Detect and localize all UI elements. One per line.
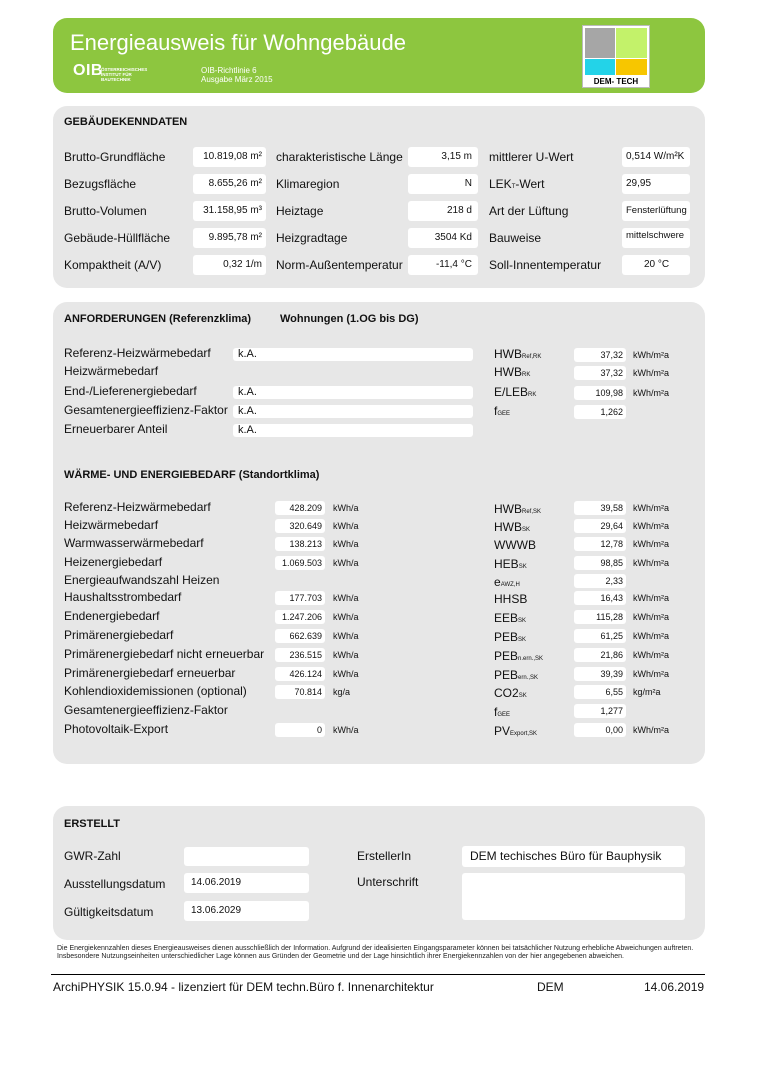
requirement-value-field: k.A. <box>233 348 473 361</box>
energy-demand-label: Haushaltsstrombedarf <box>64 590 182 604</box>
requirement-value-field: k.A. <box>233 424 473 437</box>
building-param-label: Heiztage <box>276 204 324 218</box>
energy-demand-code-sub: SK <box>522 527 531 533</box>
requirement-code <box>494 404 510 418</box>
energy-demand-abs-value: 138.213 <box>275 537 325 551</box>
issued-title: ERSTELLT <box>64 818 121 830</box>
energy-demand-kpi-unit: kWh/m²a <box>633 650 669 660</box>
energy-demand-abs-unit: kWh/a <box>333 503 359 513</box>
building-param-label: Norm-Außentemperatur <box>276 258 403 272</box>
energy-demand-code <box>494 649 543 663</box>
energy-demand-kpi-value: 115,28 <box>574 610 626 624</box>
energy-demand-code-sub: AWZ,H <box>500 582 520 588</box>
energy-demand-label: Primärenergiebedarf nicht erneuerbar <box>64 647 265 661</box>
energy-demand-code <box>494 724 537 738</box>
energy-demand-abs-value: 662.639 <box>275 629 325 643</box>
requirement-code <box>494 347 541 361</box>
energy-demand-code-main: WWWB <box>494 538 536 552</box>
requirement-label: End-/Lieferenergiebedarf <box>64 384 197 398</box>
building-param-label-sub: T <box>511 184 516 190</box>
building-param-label-suffix: -Wert <box>515 177 545 191</box>
valid-date-field: 13.06.2029 <box>184 901 309 921</box>
energy-demand-code <box>494 538 536 552</box>
energy-demand-label: Warmwasserwärmebedarf <box>64 536 204 550</box>
building-param-label-text: Soll-Innentemperatur <box>489 258 602 272</box>
oib-logo: OIB <box>73 62 103 79</box>
energy-demand-kpi-value: 12,78 <box>574 537 626 551</box>
requirement-code-main: E/LEB <box>494 385 529 399</box>
energy-demand-abs-unit: kWh/a <box>333 650 359 660</box>
energy-demand-abs-value: 1.247.206 <box>275 610 325 624</box>
requirement-code-sub: GEE <box>497 411 511 417</box>
footer-short-name: DEM <box>537 980 564 994</box>
requirement-value-field: k.A. <box>233 386 473 399</box>
requirement-code <box>494 385 536 399</box>
energy-demand-abs-unit: kg/a <box>333 687 351 697</box>
building-param-label-text: Bauweise <box>489 231 542 245</box>
guideline-label: OIB-Richtlinie 6 <box>201 66 257 75</box>
energy-demand-label: Kohlendioxidemissionen (optional) <box>64 684 247 698</box>
energy-demand-kpi-unit: kWh/m²a <box>633 521 669 531</box>
energy-demand-label: Energieaufwandszahl Heizen <box>64 573 220 587</box>
energy-demand-kpi-value: 6,55 <box>574 685 626 699</box>
requirement-code-sub: RK <box>522 372 531 378</box>
energy-demand-code-sub: n.ern.,SK <box>518 656 544 662</box>
energy-demand-code-sub: SK <box>518 564 527 570</box>
energy-demand-code-sub: GEE <box>497 712 511 718</box>
energy-demand-code <box>494 557 527 571</box>
energy-demand-kpi-value: 29,64 <box>574 519 626 533</box>
issue-date-field: 14.06.2019 <box>184 873 309 893</box>
energy-demand-label: Referenz-Heizwärmebedarf <box>64 500 211 514</box>
energy-demand-abs-unit: kWh/a <box>333 612 359 622</box>
requirement-code-main: HWB <box>494 365 522 379</box>
disclaimer-text: Die Energiekennzahlen dieses Energieausweises dienen ausschließlich der Information. Aufgrund der idealisierten Eingangsparameter können bei tatsächlicher Nutzung erhebliche Abweichungen auftreten. Insbesondere Nutzungseinheiten unterschiedlicher Lage können aus Gründen der Geometrie und der Lage hinsichtlich ihrer Energiekennzahlen von der hier angegebenen abweichen. <box>57 945 694 960</box>
energy-demand-abs-value: 0 <box>275 723 325 737</box>
requirements-panel <box>53 302 705 764</box>
building-param-value: 10.819,08 m² <box>193 147 266 167</box>
edition-label: Ausgabe März 2015 <box>201 75 273 84</box>
energy-demand-code <box>494 575 520 589</box>
energy-demand-code <box>494 611 526 625</box>
building-param-value: 29,95 <box>622 174 690 194</box>
dem-tech-logo <box>582 25 650 88</box>
creator-field: DEM techisches Büro für Bauphysik <box>462 846 685 867</box>
requirement-code-sub: Ref,RK <box>522 354 542 360</box>
building-param-label-text: mittlerer U-Wert <box>489 150 574 164</box>
building-param-label <box>489 150 573 164</box>
energy-demand-abs-unit: kWh/a <box>333 669 359 679</box>
energy-demand-code-main: PV <box>494 724 511 738</box>
energy-demand-kpi-unit: kg/m²a <box>633 687 661 697</box>
energy-demand-kpi-value: 39,58 <box>574 501 626 515</box>
requirement-kpi-unit: kWh/m²a <box>633 368 669 378</box>
energy-demand-kpi-value: 0,00 <box>574 723 626 737</box>
energy-demand-kpi-unit: kWh/m²a <box>633 669 669 679</box>
energy-demand-code-sub: Ref,SK <box>522 509 542 515</box>
building-param-label <box>489 177 544 191</box>
energy-demand-abs-unit: kWh/a <box>333 631 359 641</box>
valid-date-label: Gültigkeitsdatum <box>64 905 154 919</box>
issue-date-label: Ausstellungsdatum <box>64 877 166 891</box>
building-param-value: Fensterlüftung <box>622 201 690 221</box>
requirement-kpi-value: 37,32 <box>574 366 626 380</box>
building-param-value: 31.158,95 m³ <box>193 201 266 221</box>
document-title: Energieausweis für Wohngebäude <box>70 30 406 55</box>
requirement-kpi-value: 37,32 <box>574 348 626 362</box>
energy-demand-code-main: EEB <box>494 611 519 625</box>
energy-demand-code-main: HHSB <box>494 592 528 606</box>
requirement-kpi-unit: kWh/m²a <box>633 388 669 398</box>
logo-square-grey <box>585 28 615 58</box>
energy-demand-code-sub: SK <box>518 618 527 624</box>
building-param-value: 218 d <box>408 201 478 221</box>
building-param-value: 0,514 W/m²K <box>622 147 690 167</box>
energy-demand-kpi-value: 2,33 <box>574 574 626 588</box>
building-data-panel <box>53 106 705 288</box>
building-data-title: GEBÄUDEKENNDATEN <box>64 116 188 128</box>
building-param-value: 3504 Kd <box>408 228 478 248</box>
header-banner <box>53 18 705 93</box>
oib-logo-subtext: ÖSTERREICHISCHES INSTITUT FÜR BAUTECHNIK <box>101 67 148 82</box>
energy-demand-kpi-unit: kWh/m²a <box>633 612 669 622</box>
requirement-label: Gesamtenergieeffizienz-Faktor <box>64 403 228 417</box>
building-param-value: N <box>408 174 478 194</box>
creator-label: ErstellerIn <box>357 849 412 863</box>
dem-logo-text: DEM- TECH <box>593 77 639 86</box>
building-param-value: 3,15 m <box>408 147 478 167</box>
energy-demand-kpi-value: 98,85 <box>574 556 626 570</box>
energy-demand-code-main: PEB <box>494 668 519 682</box>
building-param-value: 0,32 1/m <box>193 255 266 275</box>
energy-demand-abs-unit: kWh/a <box>333 558 359 568</box>
energy-demand-kpi-value: 1,277 <box>574 704 626 718</box>
building-param-value: 8.655,26 m² <box>193 174 266 194</box>
energy-demand-kpi-value: 21,86 <box>574 648 626 662</box>
energy-demand-label: Primärenergiebedarf erneuerbar <box>64 666 236 680</box>
energy-demand-abs-value: 236.515 <box>275 648 325 662</box>
building-param-label: Brutto-Volumen <box>64 204 147 218</box>
building-param-label <box>489 204 568 218</box>
energy-demand-label: Endenergiebedarf <box>64 609 160 623</box>
energy-demand-label: Heizwärmebedarf <box>64 518 159 532</box>
energy-demand-kpi-unit: kWh/m²a <box>633 503 669 513</box>
energy-demand-kpi-value: 39,39 <box>574 667 626 681</box>
logo-square-cyan <box>585 59 615 75</box>
requirement-kpi-unit: kWh/m²a <box>633 350 669 360</box>
building-param-label: Gebäude-Hüllfläche <box>64 231 171 245</box>
energy-demand-abs-value: 426.124 <box>275 667 325 681</box>
energy-demand-code <box>494 630 526 644</box>
requirement-code <box>494 365 530 379</box>
building-param-label: Klimaregion <box>276 177 340 191</box>
energy-demand-code-main: HWB <box>494 502 522 516</box>
requirement-code-main: f <box>494 404 498 418</box>
building-param-label: charakteristische Länge <box>276 150 403 164</box>
building-param-label <box>489 231 541 245</box>
signature-label: Unterschrift <box>357 875 419 889</box>
energy-demand-abs-value: 320.649 <box>275 519 325 533</box>
energy-demand-title: WÄRME- UND ENERGIEBEDARF (Standortklima) <box>64 469 320 481</box>
energy-demand-code-sub: Export,SK <box>510 731 538 737</box>
energy-demand-abs-unit: kWh/a <box>333 725 359 735</box>
energy-demand-kpi-unit: kWh/m²a <box>633 539 669 549</box>
requirements-title: ANFORDERUNGEN (Referenzklima) <box>64 313 252 325</box>
software-license-text: ArchiPHYSIK 15.0.94 - lizenziert für DEM techn.Büro f. Innenarchitektur <box>53 980 434 994</box>
energy-demand-code-main: CO2 <box>494 686 519 700</box>
energy-demand-code <box>494 686 527 700</box>
energy-demand-kpi-value: 16,43 <box>574 591 626 605</box>
building-param-label-text: LEK <box>489 177 512 191</box>
footer-date: 14.06.2019 <box>644 980 705 994</box>
energy-demand-abs-unit: kWh/a <box>333 521 359 531</box>
requirement-kpi-value: 1,262 <box>574 405 626 419</box>
requirement-label: Erneuerbarer Anteil <box>64 422 168 436</box>
logo-square-green <box>616 28 647 58</box>
energy-demand-abs-value: 1.069.503 <box>275 556 325 570</box>
gwr-field <box>184 847 309 866</box>
energy-demand-kpi-unit: kWh/m²a <box>633 725 669 735</box>
building-param-label: Bezugsfläche <box>64 177 137 191</box>
energy-demand-abs-value: 70.814 <box>275 685 325 699</box>
signature-field <box>462 873 685 920</box>
logo-square-yellow <box>616 59 647 75</box>
energy-demand-label: Gesamtenergieeffizienz-Faktor <box>64 703 228 717</box>
energy-demand-code-sub: SK <box>518 637 527 643</box>
energy-demand-kpi-unit: kWh/m²a <box>633 593 669 603</box>
energy-demand-code-main: PEB <box>494 630 519 644</box>
energy-demand-code-sub: ern.,SK <box>518 675 539 681</box>
energy-demand-code <box>494 520 530 534</box>
energy-demand-code <box>494 502 541 516</box>
requirement-label: Referenz-Heizwärmebedarf <box>64 346 211 360</box>
energy-demand-code <box>494 705 510 719</box>
building-param-value: -11,4 °C <box>408 255 478 275</box>
energy-demand-code-main: PEB <box>494 649 519 663</box>
energy-demand-code <box>494 668 538 682</box>
energy-demand-label: Heizenergiebedarf <box>64 555 163 569</box>
energy-demand-code-main: HEB <box>494 557 519 571</box>
requirement-code-sub: RK <box>528 392 537 398</box>
issued-panel <box>53 806 705 940</box>
requirements-subtitle: Wohnungen (1.OG bis DG) <box>280 313 419 325</box>
energy-demand-kpi-unit: kWh/m²a <box>633 558 669 568</box>
gwr-label: GWR-Zahl <box>64 849 121 863</box>
building-param-value: 9.895,78 m² <box>193 228 266 248</box>
energy-demand-code-sub: SK <box>518 693 527 699</box>
energy-demand-code-main: HWB <box>494 520 522 534</box>
building-param-value: mittelschwere <box>622 228 690 248</box>
energy-demand-kpi-unit: kWh/m²a <box>633 631 669 641</box>
building-param-value: 20 °C <box>622 255 690 275</box>
building-param-label-text: Art der Lüftung <box>489 204 569 218</box>
energy-demand-label: Primärenergiebedarf <box>64 628 174 642</box>
energy-demand-label: Photovoltaik-Export <box>64 722 169 736</box>
building-param-label <box>489 258 601 272</box>
footer-divider <box>51 974 705 975</box>
energy-demand-abs-value: 177.703 <box>275 591 325 605</box>
building-param-label: Heizgradtage <box>276 231 348 245</box>
building-param-label: Brutto-Grundfläche <box>64 150 166 164</box>
energy-demand-abs-unit: kWh/a <box>333 539 359 549</box>
energy-demand-code-main: e <box>494 575 501 589</box>
energy-demand-kpi-value: 61,25 <box>574 629 626 643</box>
building-param-label: Kompaktheit (A/V) <box>64 258 162 272</box>
energy-demand-abs-value: 428.209 <box>275 501 325 515</box>
requirement-value-field: k.A. <box>233 405 473 418</box>
energy-demand-code-main: f <box>494 705 498 719</box>
requirement-label: Heizwärmebedarf <box>64 364 159 378</box>
requirement-kpi-value: 109,98 <box>574 386 626 400</box>
energy-demand-code <box>494 592 527 606</box>
energy-demand-abs-unit: kWh/a <box>333 593 359 603</box>
requirement-code-main: HWB <box>494 347 522 361</box>
